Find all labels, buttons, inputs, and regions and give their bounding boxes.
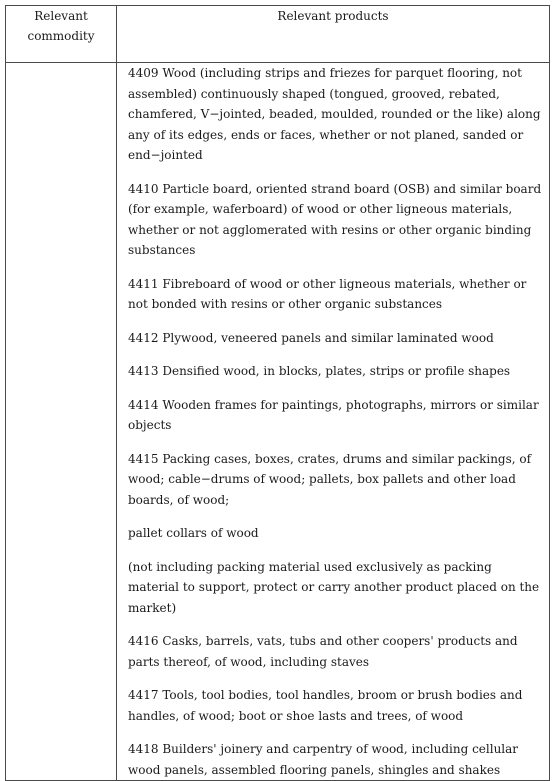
product-entry-4417: 4417 Tools, tool bodies, tool handles, broom or brush bodies and handles, of wood; boot or shoe lasts and trees, of wood (128, 688, 523, 723)
product-entry-4413: 4413 Densified wood, in blocks, plates, strips or profile shapes (128, 364, 511, 378)
commodity-cell (6, 63, 117, 781)
product-entry-4415: 4415 Packing cases, boxes, crates, drums and similar packings, of wood; cable−drums of wood; pallets, box pallets and other load boards, of wood; (128, 451, 532, 507)
product-entry-4418: 4418 Builders' joinery and carpentry of wood, including cellular wood panels, assembled flooring panels, shingles and shakes (128, 742, 519, 777)
product-entry-4416: 4416 Casks, barrels, vats, tubs and other coopers' products and parts thereof, of wood, including staves (128, 634, 518, 669)
product-entry-pallet-collars: pallet collars of wood (128, 526, 259, 540)
header-relevant-commodity: Relevant commodity (6, 6, 117, 63)
header-relevant-products: Relevant products (117, 6, 550, 63)
product-entry-note: (not including packing material used exclusively as packing material to support, protect or carry another product placed on the market) (128, 559, 540, 615)
product-entry-4410: 4410 Particle board, oriented strand board (OSB) and similar board (for example, waferboard) of wood or other ligneous materials, whether or not agglomerated with resins or other organic binding substances (128, 181, 542, 257)
product-entry-4414: 4414 Wooden frames for paintings, photographs, mirrors or similar objects (128, 397, 539, 432)
product-entry-4411: 4411 Fibreboard of wood or other ligneous materials, whether or not bonded with resins or other organic substances (128, 276, 527, 311)
product-entry-4412: 4412 Plywood, veneered panels and similar laminated wood (128, 330, 494, 345)
commodity-products-table (5, 5, 550, 781)
products-cell (117, 63, 550, 781)
table-header-row (6, 6, 550, 63)
table-body-row (6, 63, 550, 781)
product-entry-4409: 4409 Wood (including strips and friezes for parquet flooring, not assembled) continuously shaped (tongued, grooved, rebated, chamfered, V−jointed, beaded, moulded, rounded or the like) along any of its edges, ends or faces, whether or not planed, sanded or end−jointed (128, 66, 541, 162)
